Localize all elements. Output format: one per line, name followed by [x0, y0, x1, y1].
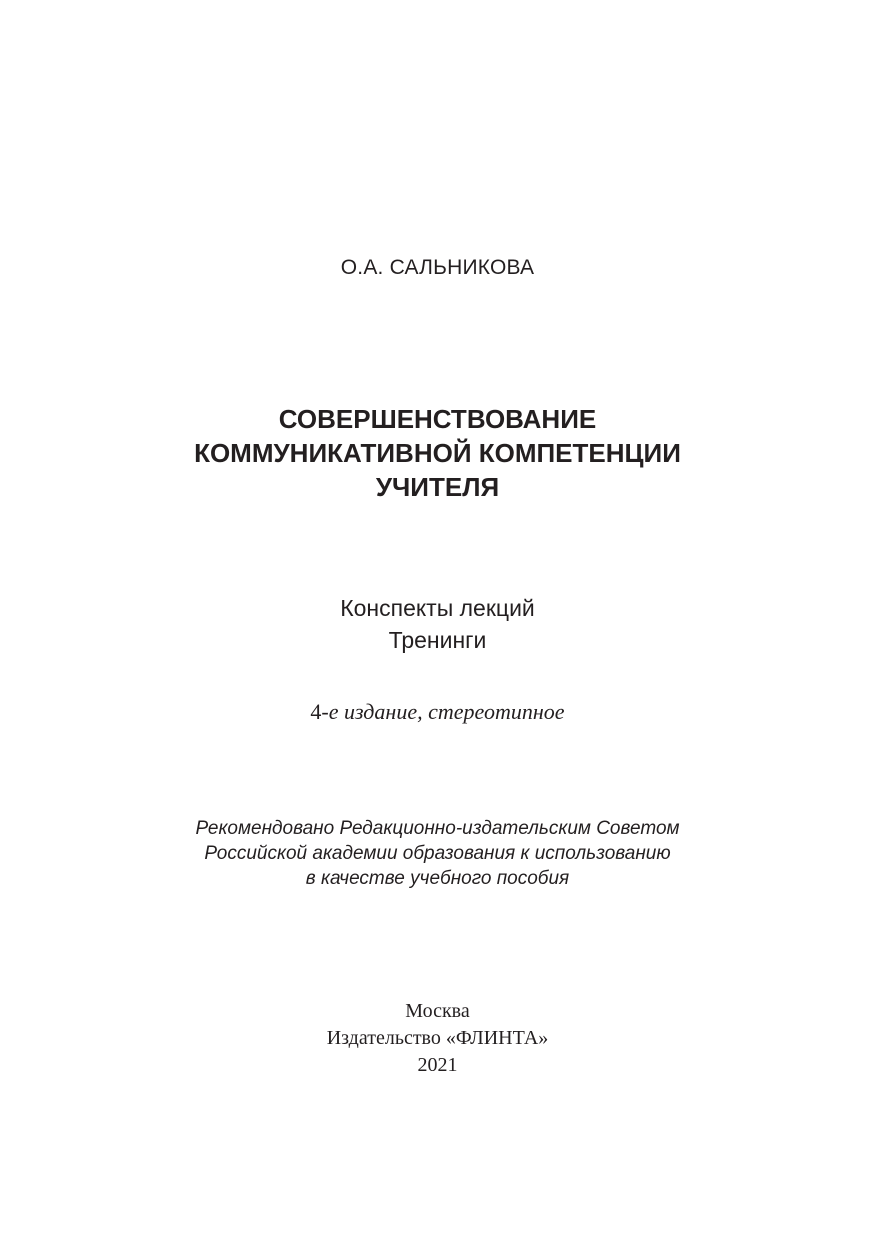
- author-name: О.А. САЛЬНИКОВА: [340, 256, 535, 279]
- recommendation-line: Российской академии образования к использованию: [204, 843, 671, 864]
- title-line: КОММУНИКАТИВНОЙ КОМПЕТЕНЦИИ: [194, 438, 681, 468]
- title-line: СОВЕРШЕНСТВОВАНИЕ: [278, 404, 597, 434]
- book-title: [0, 402, 875, 504]
- book-subtitle: [0, 592, 875, 656]
- imprint-city: Москва: [405, 1000, 470, 1022]
- recommendation-line: Рекомендовано Редакционно-издательским Советом: [195, 818, 680, 839]
- edition-note: [0, 697, 875, 727]
- imprint-publisher: Издательство «ФЛИНТА»: [326, 1027, 549, 1049]
- subtitle-line: Тренинги: [388, 627, 487, 653]
- recommendation-line: в качестве учебного пособия: [305, 868, 570, 889]
- edition-number: 4-: [310, 699, 329, 724]
- imprint: [0, 998, 875, 1079]
- subtitle-line: Конспекты лекций: [340, 595, 535, 621]
- edition-text: е издание, стереотипное: [328, 699, 565, 724]
- imprint-year: 2021: [417, 1054, 458, 1076]
- title-line: УЧИТЕЛЯ: [375, 472, 500, 502]
- recommendation-note: [0, 816, 875, 891]
